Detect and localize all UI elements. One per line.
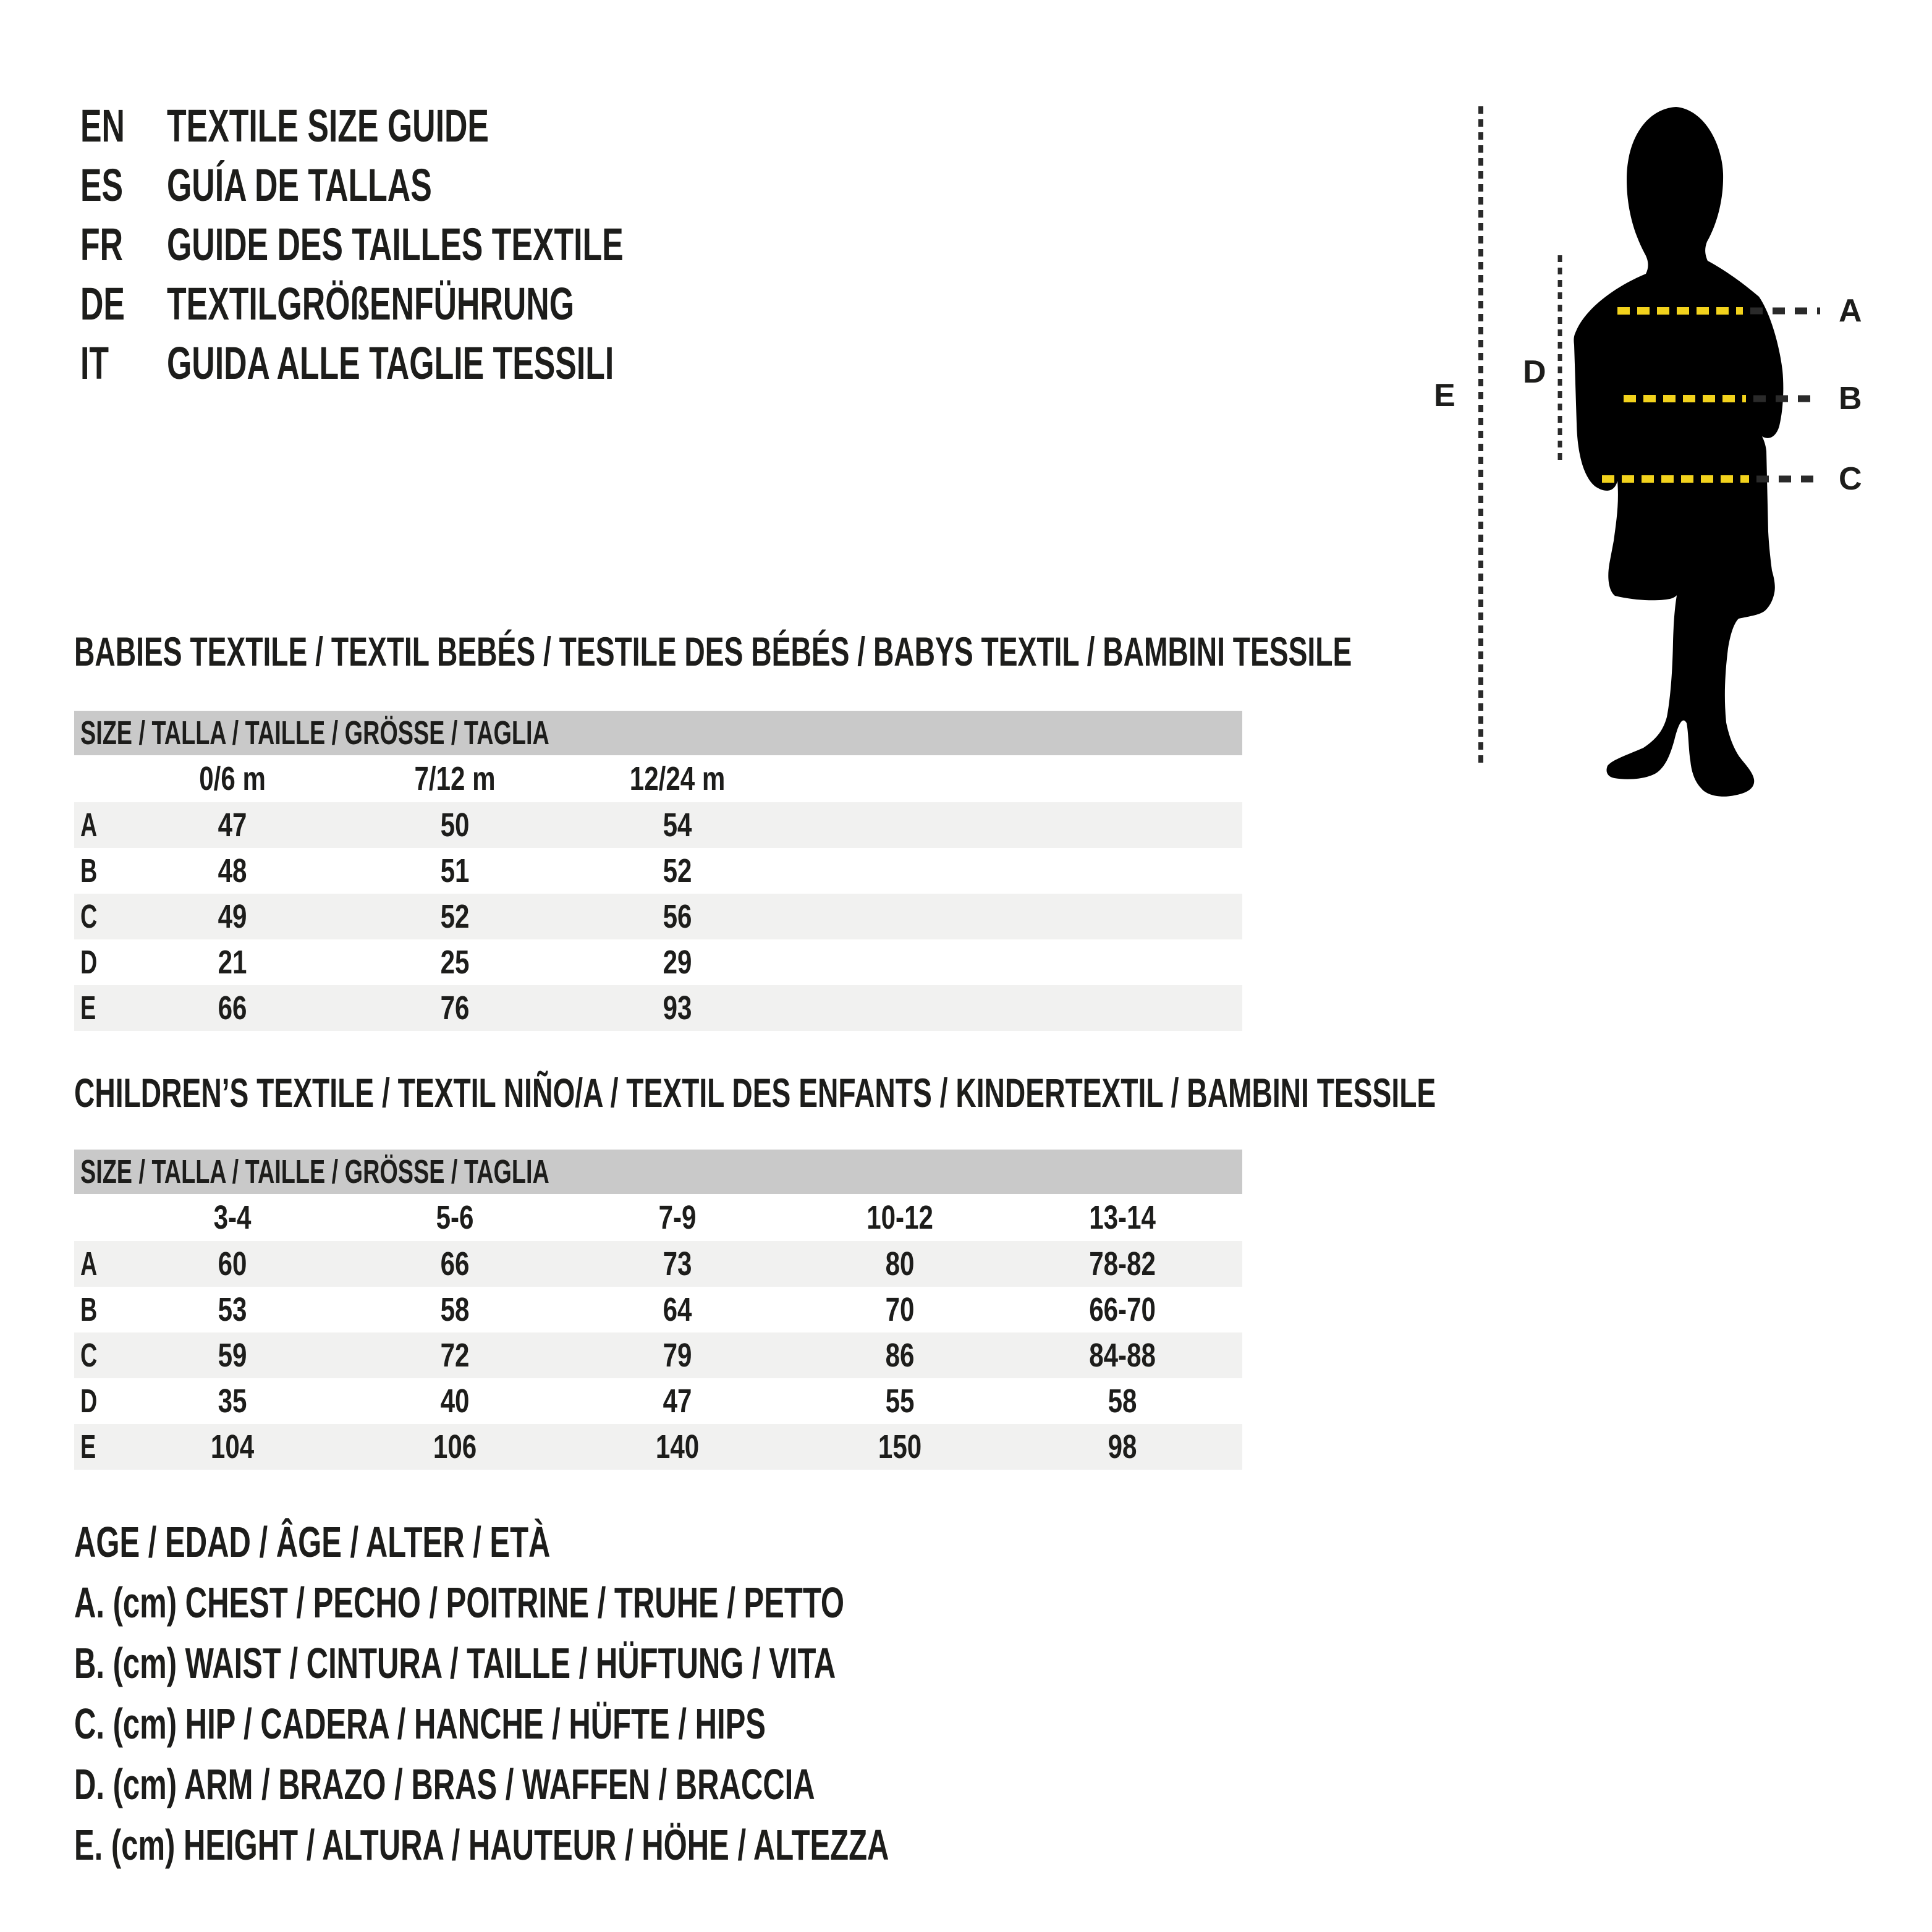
children-size-header-bar — [74, 1150, 1242, 1194]
table-cell: 52 — [440, 898, 470, 935]
table-cell: 55 — [885, 1383, 915, 1420]
legend-line-chest: A. (cm) CHEST / PECHO / POITRINE / TRUHE / PETTO — [74, 1578, 845, 1627]
row-label: E — [80, 989, 96, 1027]
babies-column-header-row — [74, 755, 1242, 802]
babies-row-e — [74, 985, 1242, 1031]
babies-section-title — [74, 629, 1899, 674]
table-cell: 49 — [218, 898, 247, 935]
table-cell: 53 — [218, 1291, 247, 1328]
guide-title-en: TEXTILE SIZE GUIDE — [167, 100, 489, 151]
table-cell: 79 — [663, 1337, 692, 1374]
children-size-header-text: SIZE / TALLA / TAILLE / GRÖSSE / TAGLIA — [80, 1153, 549, 1190]
table-cell: 60 — [218, 1245, 247, 1282]
table-cell: 40 — [440, 1383, 470, 1420]
table-cell: 84-88 — [1089, 1337, 1156, 1374]
children-row-d — [74, 1378, 1242, 1424]
measure-label-b: B — [1839, 381, 1862, 417]
table-cell: 64 — [663, 1291, 692, 1328]
measure-label-c: C — [1839, 461, 1862, 497]
row-label: B — [80, 852, 98, 889]
babies-col-header: 7/12 m — [414, 760, 496, 797]
legend-line-waist: B. (cm) WAIST / CINTURA / TAILLE / HÜFTUNG / VITA — [74, 1639, 836, 1687]
table-cell: 72 — [440, 1337, 470, 1374]
guide-title-fr: GUIDE DES TAILLES TEXTILE — [167, 218, 624, 270]
guide-title-de: TEXTILGRÖßENFÜHRUNG — [167, 278, 574, 329]
table-cell: 104 — [210, 1428, 255, 1465]
table-cell: 70 — [885, 1291, 915, 1328]
children-col-header: 5-6 — [436, 1199, 474, 1236]
table-cell: 66-70 — [1089, 1291, 1156, 1328]
language-code: DE — [80, 278, 125, 329]
children-section-title-text: CHILDREN’S TEXTILE / TEXTIL NIÑO/A / TEXTIL DES ENFANTS / KINDERTEXTIL / BAMBINI TESSILE — [74, 1070, 1436, 1116]
children-section-title — [74, 1070, 1932, 1115]
table-cell: 66 — [440, 1245, 470, 1282]
table-cell: 98 — [1108, 1428, 1137, 1465]
table-cell: 50 — [440, 807, 470, 844]
children-column-header-row — [74, 1194, 1242, 1241]
babies-col-header: 12/24 m — [629, 760, 726, 797]
table-cell: 58 — [1108, 1383, 1137, 1420]
table-cell: 58 — [440, 1291, 470, 1328]
table-cell: 52 — [663, 852, 692, 889]
table-cell: 35 — [218, 1383, 247, 1420]
table-cell: 66 — [218, 989, 247, 1027]
child-measurement-figure — [1409, 49, 1932, 828]
language-row-en — [80, 96, 819, 155]
table-cell: 29 — [663, 944, 692, 981]
language-code: FR — [80, 218, 124, 270]
children-row-b — [74, 1287, 1242, 1332]
measure-label-e: E — [1434, 378, 1455, 413]
table-cell: 21 — [218, 944, 247, 981]
measurement-legend — [74, 1512, 1238, 1875]
table-cell: 86 — [885, 1337, 915, 1374]
babies-col-header: 0/6 m — [199, 760, 266, 797]
children-row-c — [74, 1332, 1242, 1378]
guide-title-es: GUÍA DE TALLAS — [167, 159, 432, 211]
measure-label-a: A — [1839, 293, 1862, 329]
babies-row-a — [74, 802, 1242, 848]
table-cell: 47 — [663, 1383, 692, 1420]
babies-row-b — [74, 848, 1242, 894]
table-cell: 150 — [878, 1428, 922, 1465]
child-silhouette — [1574, 107, 1783, 797]
table-cell: 51 — [440, 852, 470, 889]
table-cell: 78-82 — [1089, 1245, 1156, 1282]
table-cell: 59 — [218, 1337, 247, 1374]
table-cell: 54 — [663, 807, 692, 844]
language-row-es — [80, 155, 819, 214]
row-label: B — [80, 1291, 98, 1328]
row-label: D — [80, 944, 98, 981]
babies-size-header-text: SIZE / TALLA / TAILLE / GRÖSSE / TAGLIA — [80, 714, 549, 752]
table-cell: 48 — [218, 852, 247, 889]
language-row-de — [80, 274, 819, 333]
language-code: ES — [80, 159, 124, 211]
row-label: C — [80, 1337, 98, 1374]
guide-title-it: GUIDA ALLE TAGLIE TESSILI — [167, 337, 614, 389]
table-cell: 106 — [433, 1428, 477, 1465]
children-col-header: 13-14 — [1089, 1199, 1156, 1236]
children-row-e — [74, 1424, 1242, 1470]
language-code: EN — [80, 100, 125, 151]
row-label: A — [80, 807, 98, 844]
legend-line-height: E. (cm) HEIGHT / ALTURA / HAUTEUR / HÖHE / ALTEZZA — [74, 1821, 889, 1869]
legend-line-hip: C. (cm) HIP / CADERA / HANCHE / HÜFTE / HIPS — [74, 1700, 766, 1748]
table-cell: 140 — [655, 1428, 700, 1465]
language-row-it — [80, 333, 819, 392]
table-cell: 76 — [440, 989, 470, 1027]
table-cell: 47 — [218, 807, 247, 844]
table-cell: 80 — [885, 1245, 915, 1282]
row-label: C — [80, 898, 98, 935]
children-col-header: 10-12 — [866, 1199, 933, 1236]
language-code: IT — [80, 337, 109, 389]
legend-line-arm: D. (cm) ARM / BRAZO / BRAS / WAFFEN / BRACCIA — [74, 1760, 815, 1808]
row-label: E — [80, 1428, 96, 1465]
row-label: D — [80, 1383, 98, 1420]
table-cell: 56 — [663, 898, 692, 935]
measure-label-d: D — [1523, 354, 1546, 390]
babies-section-title-text: BABIES TEXTILE / TEXTIL BEBÉS / TESTILE DES BÉBÉS / BABYS TEXTIL / BAMBINI TESSILE — [74, 629, 1352, 674]
table-cell: 73 — [663, 1245, 692, 1282]
legend-line-age: AGE / EDAD / ÂGE / ALTER / ETÀ — [74, 1518, 551, 1566]
table-cell: 25 — [440, 944, 470, 981]
table-cell: 93 — [663, 989, 692, 1027]
children-col-header: 7-9 — [658, 1199, 697, 1236]
babies-row-d — [74, 939, 1242, 985]
children-col-header: 3-4 — [213, 1199, 252, 1236]
babies-size-header-bar — [74, 711, 1242, 755]
row-label: A — [80, 1245, 98, 1282]
language-title-list — [80, 96, 819, 392]
babies-row-c — [74, 894, 1242, 939]
children-row-a — [74, 1241, 1242, 1287]
language-row-fr — [80, 214, 819, 274]
